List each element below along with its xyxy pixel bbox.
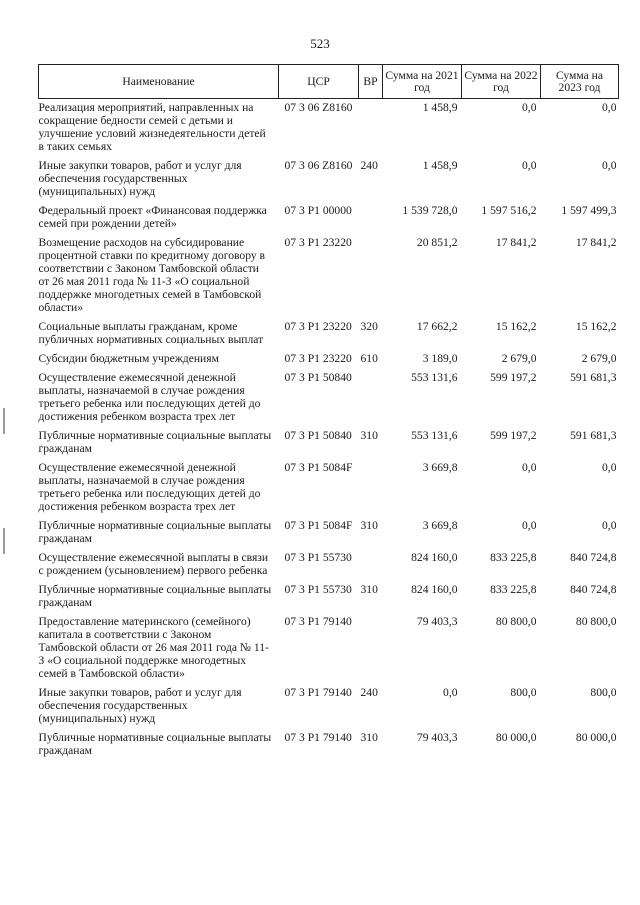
row-name: Иные закупки товаров, работ и услуг для обеспечения государственных (муниципальных) нужд [38, 159, 242, 198]
header-sum-2021: Сумма на 2021 год [383, 65, 462, 99]
header-sum-2023: Сумма на 2023 год [541, 65, 619, 99]
row-sum-2021: 3 189,0 [422, 352, 458, 365]
row-sum-2021: 3 669,8 [422, 461, 458, 474]
row-csr: 07 3 P1 23220 [284, 352, 352, 365]
row-sum-2023: 0,0 [602, 101, 617, 114]
row-vr [359, 613, 383, 684]
row-sum-2023: 840 724,8 [570, 551, 617, 564]
row-sum-2021: 824 160,0 [411, 583, 458, 596]
table-row [39, 369, 619, 427]
row-sum-2022: 833 225,8 [490, 583, 537, 596]
row-csr: 07 3 P1 79140 [284, 686, 352, 699]
table-row [39, 684, 619, 729]
table-row [39, 729, 619, 761]
row-name: Публичные нормативные социальные выплаты гражданам [38, 731, 272, 757]
row-name: Реализация мероприятий, направленных на сокращение бедности семей с детьми и улучшение условий жизнедеятельности детей в таких семьях [38, 101, 266, 153]
row-vr [359, 369, 383, 427]
row-sum-2023: 591 681,3 [570, 429, 617, 442]
row-sum-2022: 599 197,2 [490, 371, 537, 384]
header-name: Наименование [39, 65, 279, 99]
table-row [39, 581, 619, 613]
row-vr [359, 234, 383, 318]
row-sum-2022: 80 000,0 [495, 731, 537, 744]
row-csr: 07 3 P1 79140 [284, 731, 352, 744]
row-csr: 07 3 P1 79140 [284, 615, 352, 628]
scan-margin-mark [3, 408, 5, 434]
row-sum-2023: 80 000,0 [575, 731, 617, 744]
row-sum-2022: 0,0 [522, 519, 537, 532]
table-row [39, 202, 619, 234]
row-sum-2023: 0,0 [602, 461, 617, 474]
row-vr: 310 [360, 519, 378, 532]
row-sum-2021: 17 662,2 [416, 320, 458, 333]
row-name: Осуществление ежемесячной денежной выплаты, назначаемой в случае рождения третьего ребенка или последующих детей до достижения ребенком возраста трех лет [38, 371, 261, 423]
page-number: 523 [310, 36, 330, 51]
table-row [39, 517, 619, 549]
row-csr: 07 3 P1 50840 [284, 429, 352, 442]
row-vr: 310 [360, 583, 378, 596]
table-row [39, 427, 619, 459]
table-body [39, 99, 619, 762]
row-sum-2022: 80 800,0 [495, 615, 537, 628]
row-name: Федеральный проект «Финансовая поддержка семей при рождении детей» [38, 204, 267, 230]
header-vr: ВР [359, 65, 383, 99]
row-csr: 07 3 P1 55730 [284, 551, 352, 564]
row-name: Социальные выплаты гражданам, кроме публичных нормативных социальных выплат [38, 320, 264, 346]
row-sum-2022: 2 679,0 [501, 352, 537, 365]
row-csr: 07 3 P1 23220 [284, 236, 352, 249]
row-vr: 240 [360, 159, 378, 172]
row-vr: 320 [360, 320, 378, 333]
row-sum-2023: 840 724,8 [570, 583, 617, 596]
row-sum-2021: 1 458,9 [422, 101, 458, 114]
row-name: Иные закупки товаров, работ и услуг для обеспечения государственных (муниципальных) нужд [38, 686, 242, 725]
row-csr: 07 3 P1 00000 [284, 204, 352, 217]
row-sum-2022: 1 597 516,2 [481, 204, 537, 217]
header-csr: ЦСР [279, 65, 359, 99]
header-sum-2022: Сумма на 2022 год [462, 65, 541, 99]
row-sum-2022: 0,0 [522, 461, 537, 474]
row-sum-2023: 0,0 [602, 519, 617, 532]
row-name: Публичные нормативные социальные выплаты гражданам [38, 429, 272, 455]
budget-table [38, 64, 619, 761]
row-csr: 07 3 P1 5084F [284, 519, 353, 532]
row-vr: 240 [360, 686, 378, 699]
row-sum-2021: 79 403,3 [416, 731, 458, 744]
table-header [39, 65, 619, 99]
row-vr: 310 [360, 429, 378, 442]
row-vr: 310 [360, 731, 378, 744]
table-row [39, 459, 619, 517]
row-name: Возмещение расходов на субсидирование процентной ставки по кредитному договору в соответствии с Законом Тамбовской области от 26 мая 2011 года № 11-З «О социальной поддержке многодетных семей в Тамбовской области» [38, 236, 266, 314]
row-csr: 07 3 06 Z8160 [284, 101, 353, 114]
row-sum-2023: 800,0 [590, 686, 617, 699]
row-vr [359, 202, 383, 234]
row-name: Осуществление ежемесячной выплаты в связи с рождением (усыновлением) первого ребенка [38, 551, 269, 577]
row-name: Осуществление ежемесячной денежной выплаты, назначаемой в случае рождения третьего ребенка или последующих детей до достижения ребенком возраста трех лет [38, 461, 261, 513]
row-sum-2021: 553 131,6 [411, 371, 458, 384]
row-vr [359, 549, 383, 581]
row-sum-2021: 20 851,2 [416, 236, 458, 249]
row-sum-2021: 824 160,0 [411, 551, 458, 564]
table-row [39, 613, 619, 684]
row-name: Публичные нормативные социальные выплаты гражданам [38, 519, 272, 545]
row-name: Предоставление материнского (семейного) капитала в соответствии с Законом Тамбовской области от 26 мая 2011 года № 11-З «О социальной поддержке многодетных семей в Тамбовской области» [38, 615, 269, 680]
row-name: Субсидии бюджетным учреждениям [38, 352, 219, 365]
row-sum-2022: 0,0 [522, 101, 537, 114]
row-vr: 610 [360, 352, 378, 365]
row-vr [359, 459, 383, 517]
row-name: Публичные нормативные социальные выплаты гражданам [38, 583, 272, 609]
row-sum-2021: 79 403,3 [416, 615, 458, 628]
row-sum-2023: 0,0 [602, 159, 617, 172]
row-sum-2022: 17 841,2 [495, 236, 537, 249]
row-sum-2021: 553 131,6 [411, 429, 458, 442]
row-sum-2023: 17 841,2 [575, 236, 617, 249]
row-sum-2023: 15 162,2 [575, 320, 617, 333]
row-sum-2022: 833 225,8 [490, 551, 537, 564]
table-row [39, 99, 619, 158]
row-sum-2021: 1 458,9 [422, 159, 458, 172]
row-sum-2022: 599 197,2 [490, 429, 537, 442]
row-sum-2021: 3 669,8 [422, 519, 458, 532]
row-csr: 07 3 06 Z8160 [284, 159, 353, 172]
row-sum-2022: 800,0 [510, 686, 537, 699]
row-csr: 07 3 P1 50840 [284, 371, 352, 384]
row-csr: 07 3 P1 5084F [284, 461, 353, 474]
row-sum-2021: 1 539 728,0 [402, 204, 458, 217]
row-sum-2022: 0,0 [522, 159, 537, 172]
row-sum-2023: 591 681,3 [570, 371, 617, 384]
table-row [39, 234, 619, 318]
row-sum-2023: 2 679,0 [581, 352, 617, 365]
row-vr [359, 99, 383, 158]
row-sum-2022: 15 162,2 [495, 320, 537, 333]
scan-margin-mark [3, 528, 5, 554]
row-sum-2021: 0,0 [443, 686, 458, 699]
row-sum-2023: 1 597 499,3 [561, 204, 617, 217]
table-row [39, 350, 619, 369]
table-row [39, 318, 619, 350]
row-csr: 07 3 P1 55730 [284, 583, 352, 596]
header-row [39, 65, 619, 99]
table-row [39, 157, 619, 202]
row-sum-2023: 80 800,0 [575, 615, 617, 628]
row-csr: 07 3 P1 23220 [284, 320, 352, 333]
table-row [39, 549, 619, 581]
